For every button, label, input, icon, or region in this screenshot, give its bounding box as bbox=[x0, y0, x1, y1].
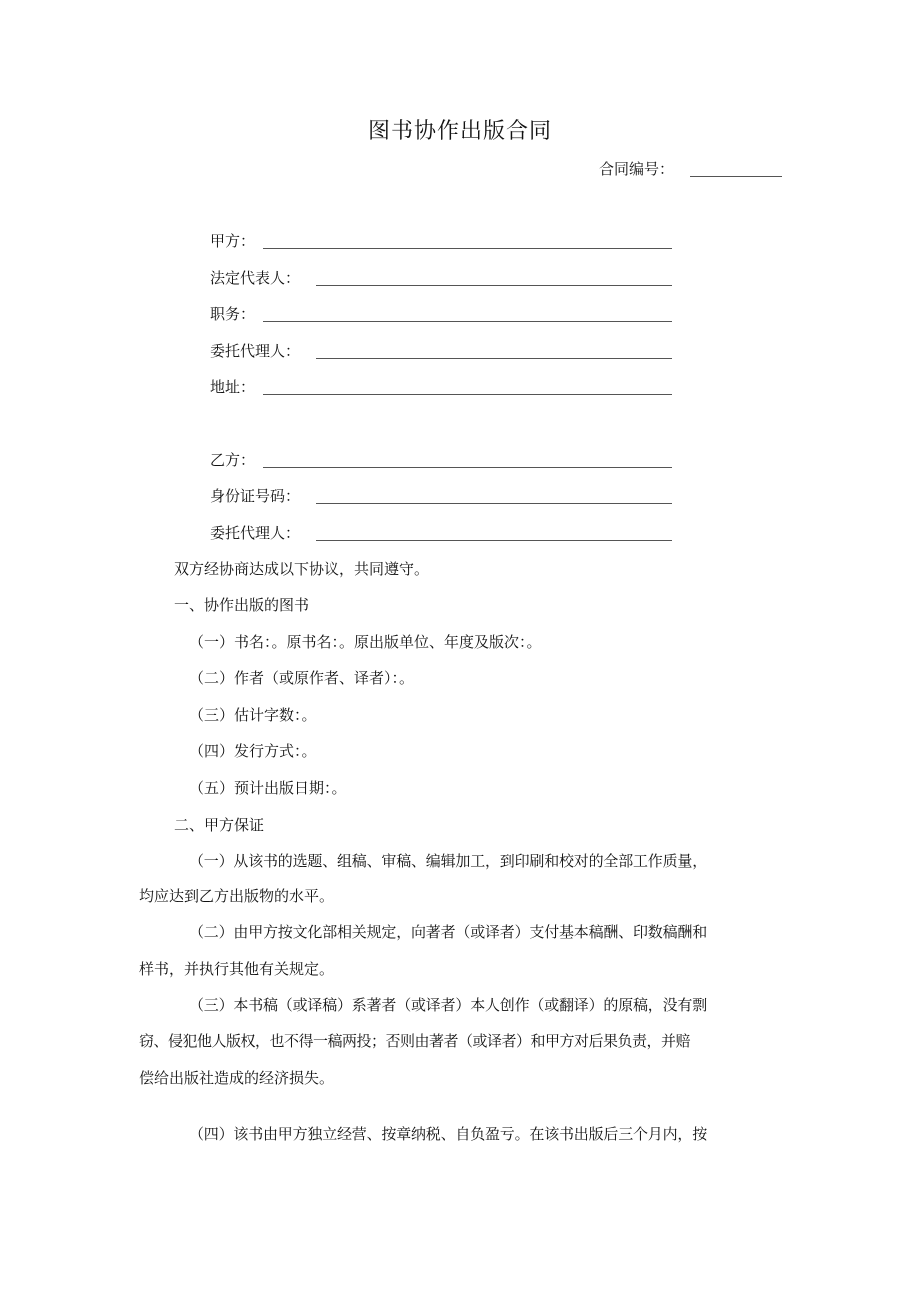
party-a-legal-rep-field[interactable] bbox=[316, 285, 672, 286]
party-b-agent-label: 委托代理人： bbox=[210, 524, 301, 542]
party-b-agent-field[interactable] bbox=[316, 540, 672, 541]
section-2-clause-2-line-1: （二）由甲方按文化部相关规定，向著者（或译者）支付基本稿酬、印数稿酬和 bbox=[189, 923, 708, 941]
section-1-item: （五）预计出版日期：。 bbox=[189, 779, 347, 797]
section-2-clause-4-line-1: （四）该书由甲方独立经营、按章纳税、自负盈亏。在该书出版后三个月内，按 bbox=[189, 1125, 708, 1143]
party-b-id-label: 身份证号码： bbox=[210, 487, 301, 505]
party-a-name-field[interactable] bbox=[263, 248, 672, 249]
contract-number-label: 合同编号： bbox=[599, 160, 675, 178]
party-b-id-field[interactable] bbox=[316, 503, 672, 504]
contract-number-field[interactable] bbox=[690, 176, 782, 177]
section-2-clause-1-line-1: （一）从该书的选题、组稿、审稿、编辑加工，到印刷和校对的全部工作质量， bbox=[189, 852, 708, 870]
party-a-name-label: 甲方： bbox=[210, 232, 256, 250]
section-2-clause-1-line-2: 均应达到乙方出版物的水平。 bbox=[139, 887, 335, 905]
section-1-item: （三）估计字数：。 bbox=[189, 706, 317, 724]
section-1-item: （一）书名：。原书名：。原出版单位、年度及版次：。 bbox=[189, 633, 542, 651]
section-1-item: （二）作者（或原作者、译者）：。 bbox=[189, 669, 415, 687]
section-2-heading: 二、甲方保证 bbox=[174, 816, 265, 834]
agreement-intro: 双方经协商达成以下协议，共同遵守。 bbox=[174, 560, 430, 578]
party-a-position-field[interactable] bbox=[263, 321, 672, 322]
party-a-position-label: 职务： bbox=[210, 305, 256, 323]
party-a-address-field[interactable] bbox=[263, 394, 672, 395]
section-1-heading: 一、协作出版的图书 bbox=[174, 596, 310, 614]
party-a-agent-label: 委托代理人： bbox=[210, 342, 301, 360]
page-title: 图书协作出版合同 bbox=[367, 119, 552, 144]
party-a-legal-rep-label: 法定代表人： bbox=[210, 269, 301, 287]
party-a-agent-field[interactable] bbox=[316, 358, 672, 359]
section-2-clause-2-line-2: 样书，并执行其他有关规定。 bbox=[139, 960, 335, 978]
party-b-name-field[interactable] bbox=[263, 467, 672, 468]
section-2-clause-3-line-1: （三）本书稿（或译稿）系著者（或译者）本人创作（或翻译）的原稿，没有剽 bbox=[189, 996, 708, 1014]
section-1-item: （四）发行方式：。 bbox=[189, 742, 317, 760]
section-2-clause-3-line-3: 偿给出版社造成的经济损失。 bbox=[139, 1069, 335, 1087]
party-a-address-label: 地址： bbox=[210, 378, 256, 396]
party-b-name-label: 乙方： bbox=[210, 451, 256, 469]
section-2-clause-3-line-2: 窃、侵犯他人版权，也不得一稿两投；否则由著者（或译者）和甲方对后果负责，并赔 bbox=[139, 1032, 691, 1050]
